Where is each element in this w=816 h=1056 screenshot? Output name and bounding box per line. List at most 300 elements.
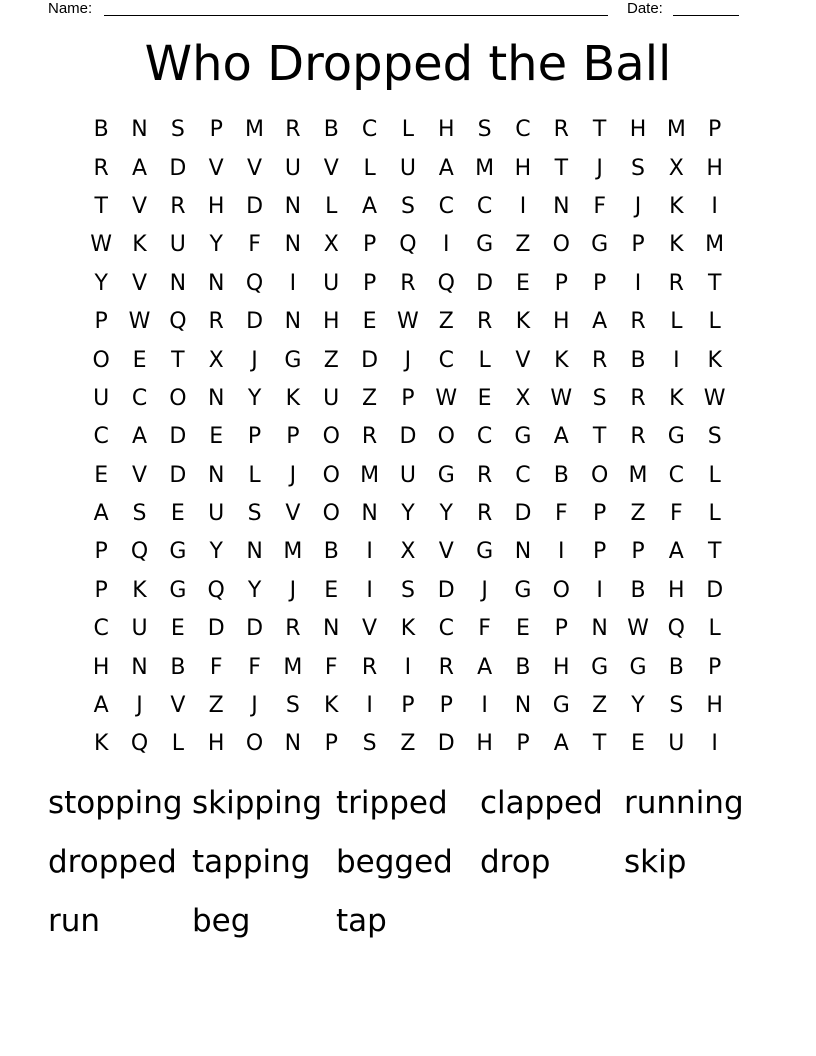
grid-letter: G [514, 424, 532, 450]
grid-row [82, 495, 734, 533]
grid-letter: K [132, 232, 147, 258]
grid-letter: T [592, 117, 607, 143]
grid-letter: W [397, 309, 419, 335]
grid-letter: R [285, 117, 301, 143]
word-bank-item: run [48, 903, 101, 939]
grid-letter: L [171, 731, 184, 757]
grid-letter: G [437, 462, 455, 488]
grid-letter: R [630, 309, 646, 335]
grid-letter: A [553, 424, 569, 450]
grid-letter: N [284, 309, 302, 335]
grid-letter: N [207, 462, 225, 488]
grid-letter: Y [209, 539, 223, 565]
grid-letter: F [248, 654, 261, 680]
grid-letter: U [208, 501, 225, 527]
grid-letter: N [323, 616, 340, 642]
grid-letter: Z [323, 347, 339, 373]
grid-letter: U [668, 731, 685, 757]
grid-letter: B [515, 654, 531, 680]
grid-letter: R [630, 424, 646, 450]
name-blank-line [104, 15, 608, 16]
grid-row [82, 457, 734, 495]
grid-letter: N [131, 654, 148, 680]
grid-letter: H [706, 155, 723, 181]
grid-letter: S [707, 424, 722, 450]
grid-letter: N [591, 616, 608, 642]
grid-letter: R [476, 309, 493, 335]
grid-letter: T [94, 193, 108, 219]
grid-row [82, 418, 734, 456]
grid-letter: U [284, 155, 301, 181]
grid-letter: L [708, 309, 721, 335]
grid-letter: M [666, 117, 686, 143]
grid-letter: C [515, 462, 531, 488]
grid-letter: G [552, 693, 570, 719]
grid-letter: P [324, 731, 338, 757]
grid-letter: O [590, 462, 609, 488]
grid-letter: H [706, 693, 723, 719]
grid-letter: J [136, 693, 143, 719]
grid-letter: T [592, 731, 607, 757]
grid-letter: V [362, 616, 378, 642]
word-bank-item: dropped [48, 844, 177, 880]
grid-letter: H [553, 309, 570, 335]
grid-letter: Z [630, 501, 646, 527]
grid-letter: J [251, 347, 258, 373]
grid-letter: T [592, 424, 607, 450]
grid-letter: M [475, 155, 495, 181]
grid-letter: N [131, 117, 148, 143]
grid-letter: M [705, 232, 725, 258]
header-row [48, 0, 740, 18]
grid-letter: P [401, 385, 415, 411]
grid-letter: D [246, 309, 264, 335]
grid-letter: B [93, 117, 109, 143]
grid-letter: P [94, 539, 108, 565]
grid-letter: K [707, 347, 722, 373]
grid-letter: Q [130, 539, 149, 565]
grid-letter: Q [437, 270, 455, 296]
grid-letter: L [325, 193, 338, 219]
grid-letter: I [366, 693, 373, 719]
grid-letter: B [668, 654, 684, 680]
grid-letter: A [362, 193, 378, 219]
grid-letter: K [132, 577, 147, 603]
grid-letter: I [366, 577, 373, 603]
grid-letter: S [132, 501, 147, 527]
grid-letter: I [404, 654, 412, 680]
grid-letter: D [514, 501, 532, 527]
grid-letter: R [361, 424, 378, 450]
grid-letter: Y [247, 385, 262, 411]
grid-letter: D [706, 577, 724, 603]
grid-letter: G [476, 232, 494, 258]
grid-letter: A [477, 654, 493, 680]
grid-letter: A [131, 424, 148, 450]
date-label: Date: [627, 0, 663, 17]
grid-letter: G [629, 654, 647, 680]
grid-letter: P [247, 424, 262, 450]
word-bank-item: running [624, 785, 744, 821]
grid-row [82, 533, 734, 571]
grid-letter: Y [209, 232, 223, 258]
grid-letter: P [708, 654, 722, 680]
grid-letter: U [399, 155, 416, 181]
grid-letter: G [284, 347, 302, 373]
grid-letter: D [169, 462, 187, 488]
grid-letter: T [171, 347, 185, 373]
grid-letter: X [668, 155, 684, 181]
grid-letter: M [245, 117, 265, 143]
grid-letter: B [553, 462, 569, 488]
grid-letter: O [245, 731, 264, 757]
grid-letter: J [289, 577, 297, 603]
grid-letter: D [246, 193, 264, 219]
grid-letter: Q [130, 731, 149, 757]
grid-letter: M [283, 539, 303, 565]
grid-letter: A [438, 155, 454, 181]
grid-letter: I [711, 193, 718, 219]
grid-letter: E [324, 577, 339, 603]
grid-letter: J [404, 347, 412, 373]
grid-letter: L [363, 155, 376, 181]
word-bank-item: skip [624, 844, 687, 880]
grid-letter: V [208, 155, 224, 181]
word-bank [48, 774, 768, 951]
grid-letter: S [669, 693, 684, 719]
grid-letter: Z [515, 232, 531, 258]
grid-letter: P [708, 117, 722, 143]
grid-letter: P [593, 501, 607, 527]
grid-letter: I [443, 232, 450, 258]
grid-letter: T [707, 270, 722, 296]
grid-letter: J [634, 193, 642, 219]
grid-letter: A [553, 731, 569, 757]
grid-letter: O [92, 347, 110, 373]
grid-letter: O [552, 577, 570, 603]
grid-letter: O [322, 462, 340, 488]
grid-letter: C [93, 424, 109, 450]
grid-letter: P [593, 539, 607, 565]
grid-letter: K [669, 193, 684, 219]
grid-letter: A [93, 693, 109, 719]
grid-letter: I [366, 539, 373, 565]
grid-letter: L [708, 501, 721, 527]
grid-letter: H [207, 731, 225, 757]
grid-letter: S [400, 193, 415, 219]
grid-letter: L [670, 309, 683, 335]
grid-letter: K [669, 385, 684, 411]
grid-row [82, 725, 734, 763]
grid-letter: J [251, 693, 258, 719]
grid-letter: N [514, 539, 532, 565]
grid-letter: L [478, 347, 491, 373]
grid-letter: Z [438, 309, 454, 335]
grid-letter: V [438, 539, 454, 565]
grid-letter: O [169, 385, 187, 411]
grid-letter: S [285, 693, 300, 719]
word-bank-item: stopping [48, 785, 183, 821]
grid-row [82, 572, 734, 610]
grid-letter: L [401, 117, 415, 143]
grid-row [82, 341, 734, 379]
grid-row [82, 303, 734, 341]
grid-letter: Z [400, 731, 416, 757]
grid-row [82, 111, 734, 149]
grid-letter: I [558, 539, 565, 565]
grid-letter: X [323, 232, 339, 258]
grid-letter: P [439, 693, 453, 719]
grid-letter: F [324, 654, 338, 680]
grid-letter: C [476, 424, 493, 450]
grid-letter: E [516, 270, 530, 296]
grid-letter: K [515, 309, 531, 335]
grid-letter: P [209, 117, 223, 143]
grid-letter: X [400, 539, 416, 565]
grid-letter: W [90, 232, 113, 258]
grid-letter: N [246, 539, 263, 565]
word-bank-item: tapping [192, 844, 311, 880]
grid-letter: E [132, 347, 147, 373]
grid-letter: L [708, 616, 721, 642]
grid-letter: A [131, 155, 148, 181]
grid-letter: R [93, 155, 109, 181]
word-bank-item: drop [480, 844, 551, 880]
grid-letter: I [596, 577, 603, 603]
grid-letter: Y [94, 270, 108, 296]
grid-letter: S [400, 577, 415, 603]
grid-letter: K [93, 731, 109, 757]
grid-letter: J [289, 462, 297, 488]
grid-row [82, 380, 734, 418]
grid-letter: O [552, 232, 570, 258]
grid-letter: E [516, 616, 530, 642]
grid-letter: L [708, 462, 721, 488]
grid-letter: Q [245, 270, 264, 296]
grid-letter: P [94, 577, 108, 603]
grid-letter: E [170, 501, 185, 527]
grid-letter: O [322, 424, 340, 450]
grid-letter: Z [362, 385, 378, 411]
word-bank-item: beg [192, 903, 251, 939]
grid-letter: C [476, 193, 493, 219]
grid-letter: I [711, 731, 718, 757]
grid-letter: D [169, 424, 187, 450]
grid-letter: E [209, 424, 224, 450]
grid-letter: Q [169, 309, 187, 335]
grid-letter: D [399, 424, 417, 450]
grid-letter: N [553, 193, 570, 219]
grid-letter: B [630, 577, 646, 603]
grid-letter: N [361, 501, 378, 527]
grid-letter: O [437, 424, 455, 450]
grid-letter: R [668, 270, 684, 296]
grid-letter: P [554, 270, 568, 296]
grid-letter: S [631, 155, 645, 181]
grid-letter: U [169, 232, 186, 258]
word-bank-item: tripped [336, 785, 448, 821]
grid-letter: C [668, 462, 685, 488]
grid-letter: E [477, 385, 492, 411]
grid-letter: S [592, 385, 607, 411]
grid-letter: U [93, 385, 110, 411]
grid-letter: K [554, 347, 569, 373]
grid-letter: V [515, 347, 531, 373]
grid-row [82, 226, 734, 264]
grid-letter: M [628, 462, 648, 488]
grid-letter: M [283, 654, 303, 680]
grid-letter: G [667, 424, 685, 450]
grid-letter: R [553, 117, 569, 143]
grid-letter: Q [399, 232, 417, 258]
grid-letter: X [515, 385, 531, 411]
grid-letter: B [630, 347, 646, 373]
grid-letter: R [400, 270, 416, 296]
grid-letter: V [323, 155, 339, 181]
grid-letter: C [438, 347, 454, 373]
grid-letter: Y [631, 693, 645, 719]
grid-letter: G [591, 232, 609, 258]
grid-letter: F [670, 501, 683, 527]
grid-letter: P [631, 232, 645, 258]
grid-letter: W [435, 385, 458, 411]
grid-letter: I [289, 270, 297, 296]
grid-letter: N [284, 193, 302, 219]
grid-letter: H [92, 654, 110, 680]
grid-letter: H [437, 117, 455, 143]
grid-letter: K [669, 232, 684, 258]
grid-letter: B [323, 539, 339, 565]
grid-letter: J [596, 155, 603, 181]
grid-letter: J [481, 577, 488, 603]
grid-letter: P [516, 731, 530, 757]
grid-letter: A [93, 501, 109, 527]
grid-letter: B [323, 117, 339, 143]
grid-letter: U [323, 270, 340, 296]
grid-letter: T [554, 155, 569, 181]
grid-letter: D [169, 155, 187, 181]
grid-letter: U [399, 462, 416, 488]
grid-letter: H [629, 117, 647, 143]
grid-letter: I [634, 270, 642, 296]
grid-row [82, 648, 734, 686]
date-blank-line [673, 15, 739, 16]
grid-letter: R [476, 501, 493, 527]
grid-letter: T [707, 539, 722, 565]
grid-letter: G [169, 539, 187, 565]
grid-letter: S [170, 117, 185, 143]
grid-letter: I [481, 693, 488, 719]
grid-letter: S [247, 501, 262, 527]
grid-letter: R [361, 654, 378, 680]
grid-letter: H [322, 309, 340, 335]
grid-letter: V [131, 193, 148, 219]
grid-letter: C [438, 616, 454, 642]
word-bank-item: clapped [480, 785, 603, 821]
grid-letter: K [400, 616, 416, 642]
grid-letter: Q [207, 577, 225, 603]
grid-letter: F [554, 501, 568, 527]
grid-row [82, 687, 734, 725]
grid-letter: C [93, 616, 109, 642]
grid-letter: R [591, 347, 608, 373]
grid-letter: H [476, 731, 493, 757]
grid-letter: H [207, 193, 225, 219]
grid-letter: B [170, 654, 186, 680]
word-bank-item: begged [336, 844, 453, 880]
grid-letter: D [437, 731, 455, 757]
grid-row [82, 265, 734, 303]
letter-grid [82, 111, 734, 764]
grid-letter: Y [401, 501, 415, 527]
grid-letter: H [553, 654, 570, 680]
grid-letter: Y [247, 577, 262, 603]
grid-letter: P [593, 270, 607, 296]
grid-letter: V [131, 270, 148, 296]
grid-letter: R [170, 193, 186, 219]
grid-letter: P [631, 539, 645, 565]
grid-letter: N [284, 232, 302, 258]
grid-letter: W [128, 309, 151, 335]
grid-letter: V [170, 693, 186, 719]
grid-letter: S [362, 731, 377, 757]
grid-letter: O [322, 501, 340, 527]
grid-letter: P [362, 270, 377, 296]
grid-letter: D [437, 577, 455, 603]
grid-letter: R [476, 462, 493, 488]
grid-letter: X [208, 347, 224, 373]
grid-letter: W [703, 385, 726, 411]
grid-letter: P [554, 616, 568, 642]
grid-letter: P [286, 424, 300, 450]
grid-letter: P [401, 693, 415, 719]
word-bank-item: tap [336, 903, 387, 939]
grid-letter: N [207, 385, 225, 411]
grid-letter: D [246, 616, 264, 642]
grid-row [82, 149, 734, 187]
grid-letter: R [630, 385, 646, 411]
grid-letter: R [208, 309, 224, 335]
grid-letter: N [514, 693, 532, 719]
grid-letter: I [673, 347, 680, 373]
grid-row [82, 610, 734, 648]
grid-letter: H [514, 155, 532, 181]
grid-letter: D [476, 270, 494, 296]
grid-letter: C [438, 193, 454, 219]
grid-letter: V [285, 501, 301, 527]
grid-letter: D [361, 347, 379, 373]
grid-letter: H [668, 577, 685, 603]
grid-letter: P [94, 309, 108, 335]
grid-letter: G [476, 539, 494, 565]
grid-letter: S [477, 117, 492, 143]
grid-letter: E [631, 731, 645, 757]
grid-letter: Z [592, 693, 608, 719]
grid-letter: N [207, 270, 225, 296]
grid-letter: G [514, 577, 532, 603]
grid-letter: N [169, 270, 187, 296]
grid-letter: F [248, 232, 261, 258]
grid-letter: D [207, 616, 225, 642]
grid-letter: C [131, 385, 148, 411]
grid-letter: Z [208, 693, 224, 719]
page-title: Who Dropped the Ball [144, 36, 672, 92]
grid-letter: Q [667, 616, 685, 642]
grid-letter: G [591, 654, 609, 680]
grid-letter: A [668, 539, 684, 565]
grid-letter: W [627, 616, 649, 642]
grid-letter: E [94, 462, 109, 488]
